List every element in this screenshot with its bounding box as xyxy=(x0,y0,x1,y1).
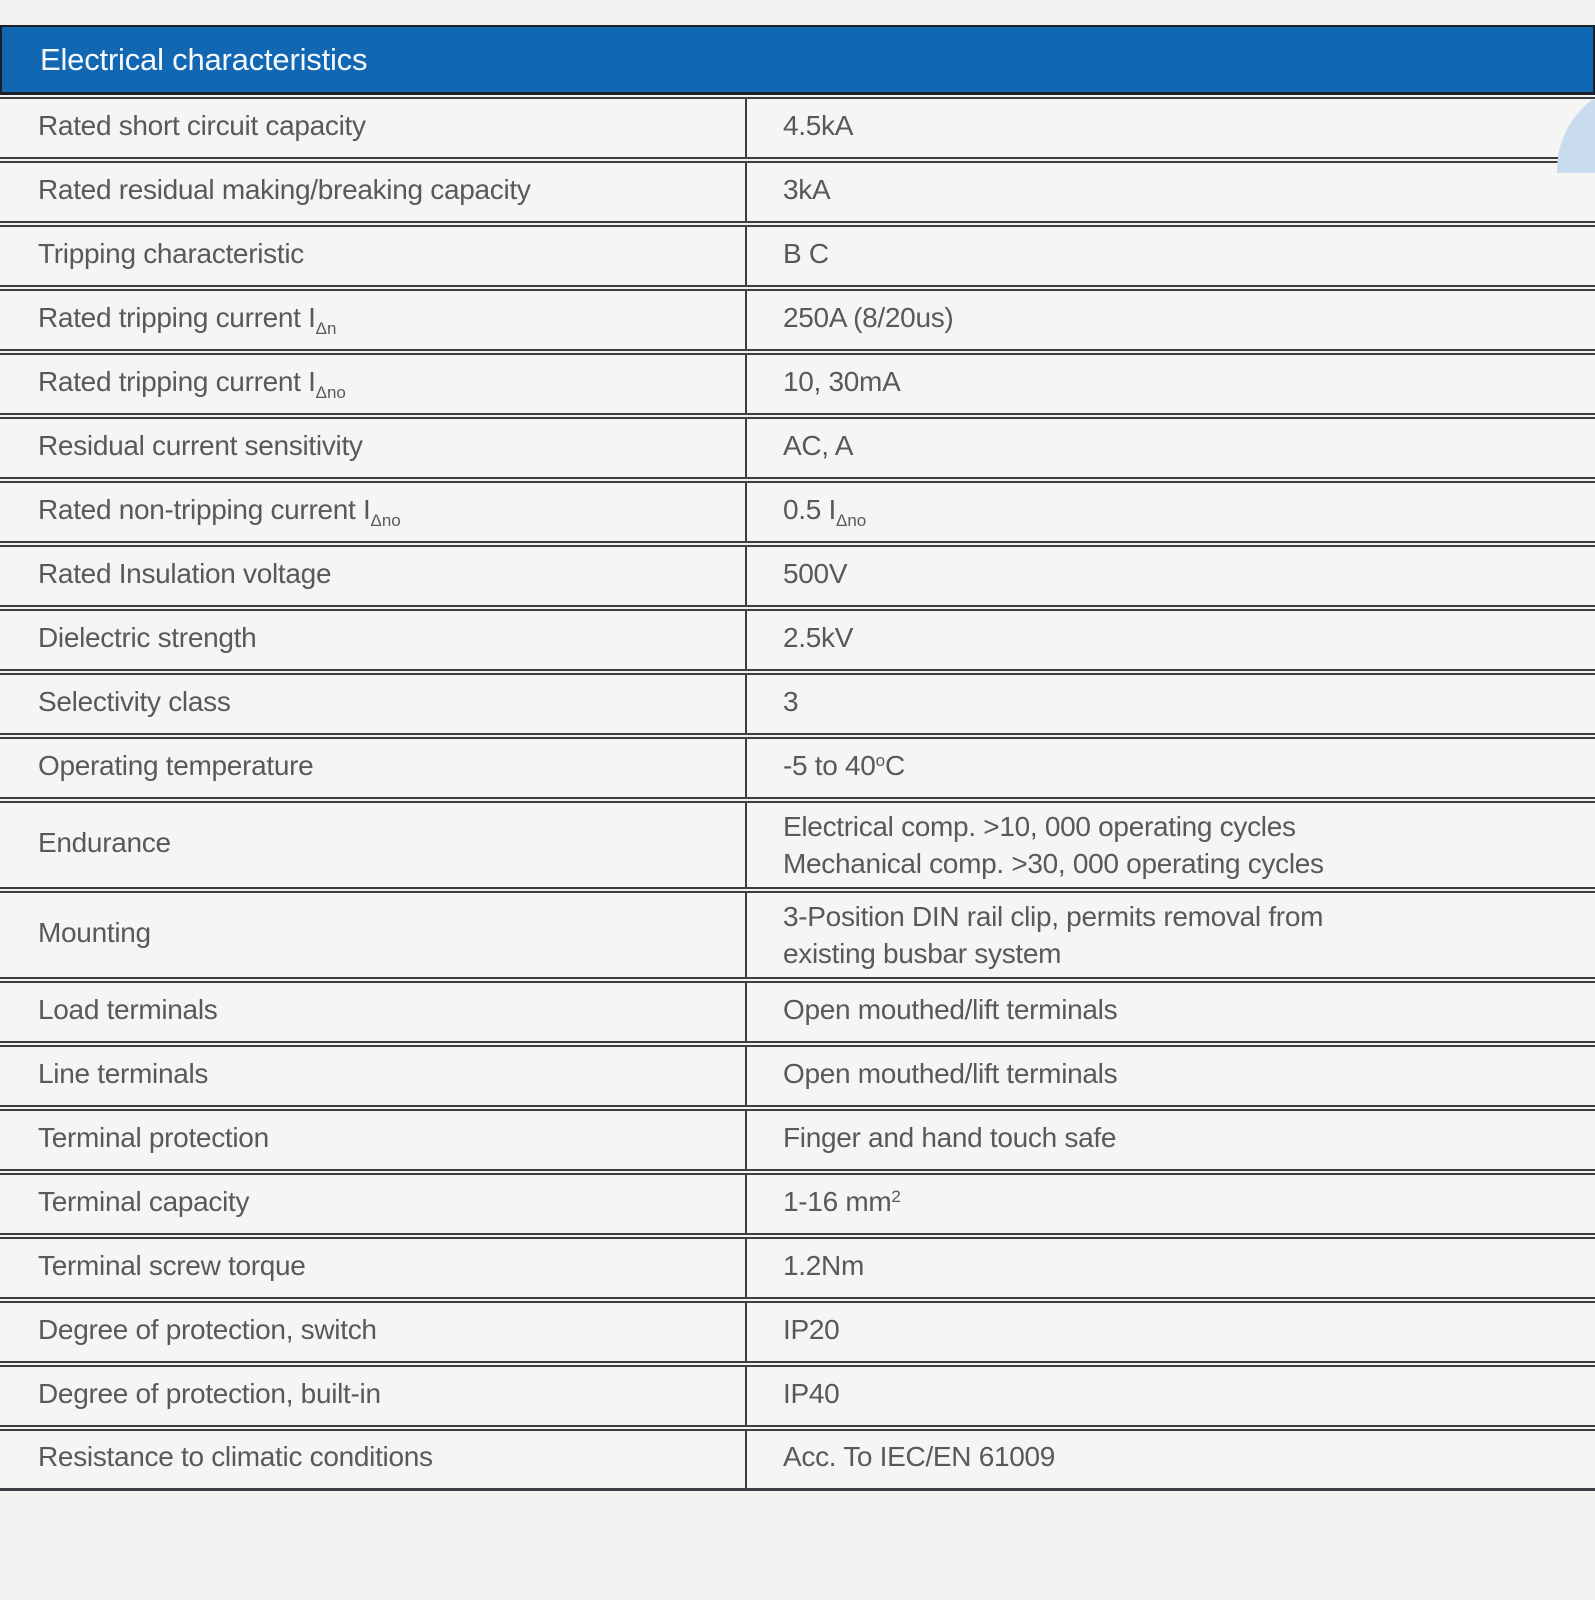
table-row xyxy=(0,417,1595,479)
spec-label: Line terminals xyxy=(0,1045,747,1107)
spec-value: 0.5 $I_{\Delta no}$ xyxy=(747,481,1595,543)
spec-value: 1-16 $mm^2$ xyxy=(747,1173,1595,1235)
spec-label: Residual current sensitivity xyxy=(0,417,747,479)
spec-label: Endurance xyxy=(0,801,747,889)
electrical-characteristics-table xyxy=(0,95,1595,1493)
table-row xyxy=(0,97,1595,159)
spec-value: 2.5kV xyxy=(747,609,1595,671)
spec-label: Rated tripping current $I_{\Delta n}$ xyxy=(0,289,747,351)
spec-label: Terminal screw torque xyxy=(0,1237,747,1299)
table-row xyxy=(0,289,1595,351)
table-row xyxy=(0,673,1595,735)
spec-label: Resistance to climatic conditions xyxy=(0,1429,747,1491)
table-row xyxy=(0,609,1595,671)
table-row xyxy=(0,1045,1595,1107)
spec-label: Terminal protection xyxy=(0,1109,747,1171)
table-row xyxy=(0,981,1595,1043)
spec-value: 500V xyxy=(747,545,1595,607)
table-row xyxy=(0,353,1595,415)
table-title: Electrical characteristics xyxy=(40,41,368,77)
spec-label: Terminal capacity xyxy=(0,1173,747,1235)
spec-value: Finger and hand touch safe xyxy=(747,1109,1595,1171)
table-row xyxy=(0,1109,1595,1171)
table-row xyxy=(0,1301,1595,1363)
spec-value: Open mouthed/lift terminals xyxy=(747,981,1595,1043)
spec-value: 3kA xyxy=(747,161,1595,223)
table-row xyxy=(0,225,1595,287)
spec-label: Tripping characteristic xyxy=(0,225,747,287)
spec-value: 1.2Nm xyxy=(747,1237,1595,1299)
spec-value: Acc. To IEC/EN 61009 xyxy=(747,1429,1595,1491)
spec-label: Rated residual making/breaking capacity xyxy=(0,161,747,223)
spec-label: Operating temperature xyxy=(0,737,747,799)
spec-value: IP20 xyxy=(747,1301,1595,1363)
spec-label: Selectivity class xyxy=(0,673,747,735)
table-row xyxy=(0,801,1595,889)
spec-label: Rated non-tripping current $I_{\Delta no}$ xyxy=(0,481,747,543)
spec-value: 3 xyxy=(747,673,1595,735)
spec-label: Degree of protection, built-in xyxy=(0,1365,747,1427)
table-row xyxy=(0,161,1595,223)
spec-label: Mounting xyxy=(0,891,747,979)
spec-value: B C xyxy=(747,225,1595,287)
table-header xyxy=(0,25,1595,95)
table-row xyxy=(0,1237,1595,1299)
spec-value: IP40 xyxy=(747,1365,1595,1427)
spec-label: Degree of protection, switch xyxy=(0,1301,747,1363)
table-row xyxy=(0,481,1595,543)
spec-value: AC, A xyxy=(747,417,1595,479)
spec-value: 3-Position DIN rail clip, permits removal from existing busbar system xyxy=(747,891,1595,979)
spec-value: 4.5kA xyxy=(747,97,1595,159)
spec-label: Rated Insulation voltage xyxy=(0,545,747,607)
spec-value: Open mouthed/lift terminals xyxy=(747,1045,1595,1107)
table-row xyxy=(0,1429,1595,1491)
table-row xyxy=(0,1173,1595,1235)
spec-value: Electrical comp. >10, 000 operating cycles Mechanical comp. >30, 000 operating cycles xyxy=(747,801,1595,889)
spec-label: Rated short circuit capacity xyxy=(0,97,747,159)
table-row xyxy=(0,545,1595,607)
spec-value: 10, 30mA xyxy=(747,353,1595,415)
spec-label: Rated tripping current $I_{\Delta no}$ xyxy=(0,353,747,415)
spec-value: -5 to 40$^o$C xyxy=(747,737,1595,799)
table-row xyxy=(0,737,1595,799)
table-row xyxy=(0,891,1595,979)
spec-value: 250A (8/20us) xyxy=(747,289,1595,351)
spec-label: Load terminals xyxy=(0,981,747,1043)
table-row xyxy=(0,1365,1595,1427)
spec-label: Dielectric strength xyxy=(0,609,747,671)
